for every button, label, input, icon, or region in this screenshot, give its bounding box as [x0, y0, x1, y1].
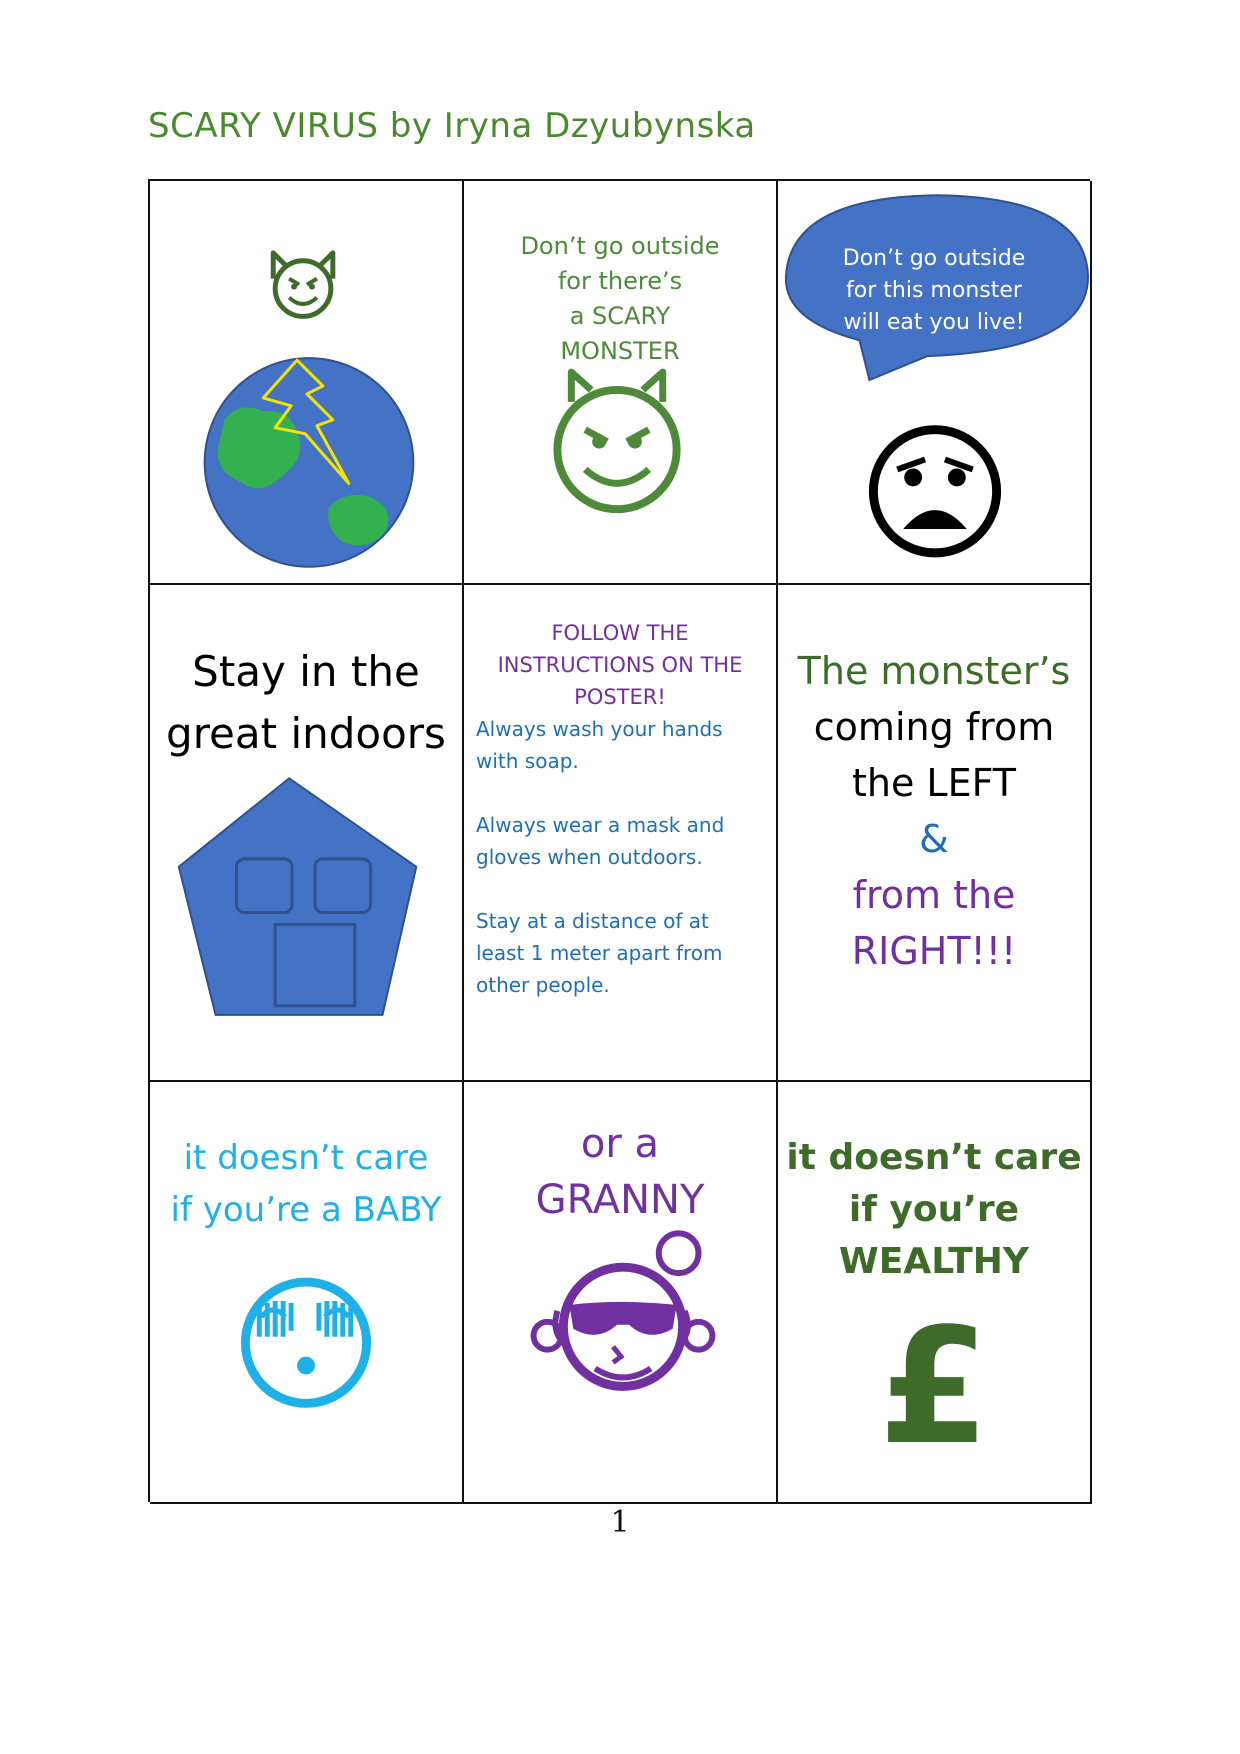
- baby-face-icon: [245, 1282, 366, 1403]
- rule-line: Stay at a distance of at: [476, 909, 709, 933]
- heading-line: POSTER!: [574, 685, 666, 709]
- rule-line: Always wash your hands: [476, 717, 723, 741]
- page-title: SCARY VIRUS by Iryna Dzyubynska: [148, 106, 756, 146]
- rule-line: Always wear a mask and: [476, 813, 725, 837]
- speech-bubble-text: [788, 243, 1080, 339]
- panel-6: [778, 585, 1092, 1082]
- panel-6-line: the LEFT: [851, 761, 1017, 805]
- house-icon: [179, 778, 416, 1014]
- panel-7-art: [150, 1082, 462, 1502]
- panel-5-rules: [476, 713, 770, 1001]
- monster-face-icon: [557, 372, 676, 509]
- panel-2-line: Don’t go outside: [520, 232, 720, 260]
- rule-line: with soap.: [476, 749, 579, 773]
- panel-4: [150, 585, 464, 1082]
- rule-2: [476, 809, 770, 873]
- panel-8: [464, 1082, 778, 1504]
- rule-line: least 1 meter apart from: [476, 941, 723, 965]
- panel-1: [150, 181, 464, 585]
- panel-4-line: Stay in the: [192, 647, 420, 696]
- panel-9-text: [778, 1132, 1090, 1288]
- panel-9-line: if you’re: [848, 1189, 1020, 1230]
- bubble-line: will eat you live!: [843, 310, 1025, 335]
- bubble-line: Don’t go outside: [842, 246, 1026, 271]
- panel-5-heading: [464, 617, 776, 713]
- panel-2-line: for there’s: [557, 267, 683, 295]
- panel-2: [464, 181, 778, 585]
- scared-face-icon: [873, 430, 996, 553]
- rule-spacer: [476, 777, 770, 809]
- panel-2-line: MONSTER: [560, 337, 680, 365]
- panel-9-line: it doesn’t care: [786, 1137, 1082, 1178]
- rule-3: [476, 905, 770, 1001]
- panel-6-line: &: [919, 817, 949, 861]
- panel-7-line: it doesn’t care: [183, 1138, 429, 1178]
- comic-grid: [148, 179, 1090, 1502]
- pound-sign-icon: £: [878, 1293, 990, 1480]
- panel-6-line: from the: [852, 873, 1016, 917]
- rule-line: gloves when outdoors.: [476, 845, 703, 869]
- earth-icon: [205, 358, 414, 567]
- monster-face-icon: [273, 253, 333, 317]
- rule-line: other people.: [476, 973, 610, 997]
- panel-5: [464, 585, 778, 1082]
- panel-6-line: The monster’s: [797, 649, 1071, 693]
- panel-2-line: a SCARY: [569, 302, 671, 330]
- page-number: 1: [610, 1505, 630, 1540]
- panel-3: [778, 181, 1092, 585]
- granny-face-icon: [534, 1233, 713, 1386]
- panel-8-line: GRANNY: [535, 1177, 705, 1223]
- panel-4-line: great indoors: [166, 709, 446, 758]
- heading-line: FOLLOW THE: [551, 621, 689, 645]
- panel-6-line: RIGHT!!!: [851, 929, 1017, 973]
- panel-4-art: [150, 585, 462, 1080]
- panel-8-line: or a: [580, 1121, 660, 1167]
- panel-1-art: [150, 181, 462, 583]
- panel-7: [150, 1082, 464, 1504]
- panel-8-art: [464, 1082, 776, 1502]
- panel-3-art: [778, 181, 1090, 583]
- rule-1: [476, 713, 770, 777]
- bubble-line: for this monster: [846, 278, 1022, 303]
- rule-spacer: [476, 873, 770, 905]
- panel-6-line: coming from: [813, 705, 1055, 749]
- panel-9-line: WEALTHY: [839, 1241, 1029, 1282]
- panel-9: [778, 1082, 1092, 1504]
- panel-2-art: [464, 181, 776, 583]
- panel-7-line: if you’re a BABY: [170, 1190, 442, 1230]
- heading-line: INSTRUCTIONS ON THE: [497, 653, 743, 677]
- panel-6-text: [778, 643, 1090, 979]
